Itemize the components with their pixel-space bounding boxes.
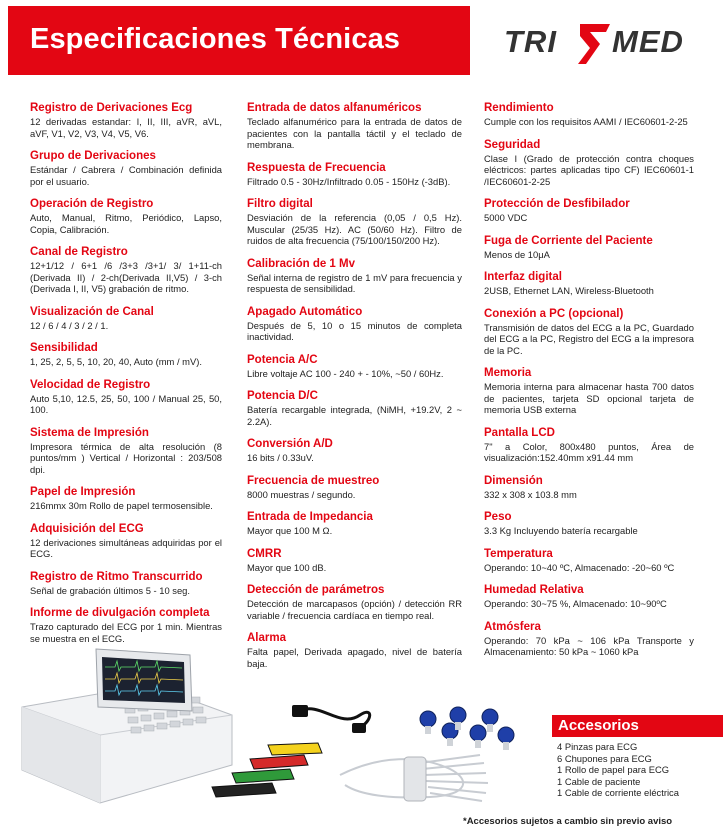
footnote: *Accesorios sujetos a cambio sin previo aviso bbox=[463, 816, 673, 827]
spec-block bbox=[247, 438, 462, 464]
spec-title: Apagado Automático bbox=[247, 305, 363, 318]
spec-title: Registro de Derivaciones Ecg bbox=[30, 102, 193, 114]
patient-cable-image bbox=[340, 755, 488, 801]
spec-block bbox=[247, 354, 462, 380]
spec-block bbox=[247, 390, 462, 427]
spec-text: Falta papel, Derivada apagado, nivel de batería baja. bbox=[247, 646, 462, 669]
spec-text: Mayor que 100 M Ω. bbox=[247, 525, 333, 536]
spec-block bbox=[484, 584, 694, 610]
spec-text: Teclado alfanumérico para la entrada de datos de pacientes con la pantalla táctil y el teclado de membrana. bbox=[247, 116, 462, 150]
ecg-device-image bbox=[22, 649, 232, 803]
spec-block bbox=[247, 102, 462, 151]
spec-title: Canal de Registro bbox=[30, 246, 128, 258]
spec-title: Peso bbox=[484, 511, 512, 523]
spec-text: Trazo capturado del ECG por 1 min. Mientras se muestra en el ECG. bbox=[30, 621, 222, 644]
spec-title: Velocidad de Registro bbox=[30, 378, 151, 391]
spec-block bbox=[30, 486, 222, 512]
spec-text: Transmisión de datos del ECG a la PC, Guardado del ECG a la PC, Registro del ECG a la impresora de la PC. bbox=[484, 321, 694, 356]
spec-title: Registro de Ritmo Transcurrido bbox=[30, 570, 203, 583]
ecg-suction-electrodes-image bbox=[420, 707, 514, 750]
spec-title: Sistema de Impresión bbox=[30, 426, 149, 439]
spec-text: Estándar / Cabrera / Combinación definida por el usuario. bbox=[30, 164, 222, 187]
brand-logo bbox=[500, 22, 700, 68]
spec-title: Atmósfera bbox=[484, 620, 541, 633]
spec-title: Fuga de Corriente del Paciente bbox=[484, 234, 653, 247]
spec-text: Auto 5,10, 12.5, 25, 50, 100 / Manual 25, 50, 100. bbox=[30, 392, 222, 415]
spec-block bbox=[30, 150, 222, 187]
spec-text: Señal interna de registro de 1 mV para frecuencia y respuesta de sensibilidad. bbox=[247, 271, 462, 294]
spec-text: Memoria interna para almacenar hasta 700 datos de pacientes, tarjeta SD opcional tarjeta de memoria USB externa bbox=[484, 381, 694, 415]
spec-title: Conversión A/D bbox=[247, 438, 333, 450]
spec-column-1 bbox=[30, 102, 222, 655]
spec-block bbox=[247, 306, 462, 343]
spec-title: Conexión a PC (opcional) bbox=[484, 307, 624, 320]
spec-title: Entrada de datos alfanuméricos bbox=[247, 102, 422, 114]
spec-text: 12 derivadas estandar: I, II, III, aVR, aVL, aVF, V1, V2, V3, V4, V5, V6. bbox=[30, 116, 222, 139]
spec-text: Menos de 10μA bbox=[484, 248, 550, 260]
spec-block bbox=[247, 198, 462, 247]
product-photo-area bbox=[0, 645, 555, 815]
spec-title: Detección de parámetros bbox=[247, 584, 385, 596]
spec-title: Potencia D/C bbox=[247, 390, 318, 402]
spec-block bbox=[247, 584, 462, 621]
spec-block bbox=[247, 162, 462, 188]
accessory-item: 1 Rollo de papel para ECG bbox=[557, 764, 670, 776]
spec-text: Mayor que 100 dB. bbox=[247, 561, 327, 573]
header-banner bbox=[8, 6, 470, 75]
spec-text: Clase I (Grado de protección contra choques eléctricos: partes aplicadas tipo CF) IEC60601-1 /IEC60601-2-25 bbox=[484, 152, 694, 187]
spec-block bbox=[30, 342, 222, 368]
spec-title: Informe de divulgación completa bbox=[30, 607, 210, 619]
spec-block bbox=[484, 475, 694, 501]
spec-column-3 bbox=[484, 102, 694, 669]
accessories-title: Accesorios bbox=[558, 717, 639, 734]
spec-title: Humedad Relativa bbox=[484, 584, 584, 596]
spec-block bbox=[30, 246, 222, 295]
spec-block bbox=[30, 571, 222, 597]
spec-title: Respuesta de Frecuencia bbox=[247, 161, 386, 174]
spec-block bbox=[484, 367, 694, 416]
spec-text: Señal de grabación últimos 5 - 10 seg. bbox=[30, 584, 190, 596]
accessories-list bbox=[557, 741, 717, 799]
spec-block bbox=[247, 258, 462, 295]
spec-text: 3.3 Kg Incluyendo batería recargable bbox=[484, 525, 638, 536]
spec-block bbox=[247, 548, 462, 574]
page-title: Especificaciones Técnicas bbox=[30, 23, 401, 55]
spec-text: 5000 VDC bbox=[484, 212, 528, 223]
spec-title: Visualización de Canal bbox=[30, 305, 154, 318]
spec-title: Grupo de Derivaciones bbox=[30, 150, 156, 162]
ecg-screen-image bbox=[96, 649, 192, 711]
spec-title: Calibración de 1 Mv bbox=[247, 257, 356, 270]
spec-block bbox=[484, 427, 694, 464]
spec-title: Dimensión bbox=[484, 474, 543, 487]
spec-text: 12+1/12 / 6+1 /6 /3+3 /3+1/ 3/ 1+11-ch (Derivada II) / 2-ch(Derivada II,V5) / 3-ch (Derivada I, II, V5) grabación de ritmo. bbox=[30, 260, 222, 294]
spec-title: Adquisición del ECG bbox=[30, 522, 144, 535]
spec-block bbox=[30, 102, 222, 139]
spec-block bbox=[484, 139, 694, 188]
spec-title: Operación de Registro bbox=[30, 198, 154, 210]
spec-text: 332 x 308 x 103.8 mm bbox=[484, 488, 577, 500]
spec-title: Seguridad bbox=[484, 138, 541, 151]
spec-block bbox=[30, 198, 222, 235]
spec-text: 12 derivaciones simultáneas adquiridas por el ECG. bbox=[30, 536, 222, 559]
spec-text: Batería recargable integrada, (NiMH, +19.2V, 2 ~ 2.2A). bbox=[247, 404, 462, 427]
spec-block bbox=[30, 427, 222, 476]
spec-title: Memoria bbox=[484, 367, 532, 379]
spec-title: Interfaz digital bbox=[484, 271, 562, 283]
spec-block bbox=[484, 548, 694, 574]
spec-text: Operando: 70 kPa ~ 106 kPa Transporte y Almacenamiento: 50 kPa ~ 1060 kPa bbox=[484, 634, 694, 657]
spec-block bbox=[484, 271, 694, 297]
spec-text: 216mmx 30m Rollo de papel termosensible. bbox=[30, 500, 213, 511]
spec-title: CMRR bbox=[247, 547, 282, 560]
spec-title: Protección de Desfibilador bbox=[484, 198, 630, 210]
spec-title: Entrada de Impedancia bbox=[247, 511, 373, 523]
spec-title: Rendimiento bbox=[484, 102, 554, 114]
spec-title: Pantalla LCD bbox=[484, 426, 555, 439]
spec-block bbox=[30, 306, 222, 332]
spec-title: Frecuencia de muestreo bbox=[247, 474, 380, 487]
spec-block bbox=[247, 475, 462, 501]
spec-text: 2USB, Ethernet LAN, Wireless-Bluetooth bbox=[484, 285, 654, 296]
logo-s-mark-icon bbox=[576, 22, 614, 66]
spec-text: 7" a Color, 800x480 puntos, Área de visualización:152.40mm x91.44 mm bbox=[484, 440, 694, 463]
accessory-item: 1 Cable de paciente bbox=[557, 775, 641, 787]
spec-column-2 bbox=[247, 102, 462, 680]
spec-block bbox=[484, 198, 694, 224]
spec-text: Operando: 30~75 %, Almacenado: 10~90ºC bbox=[484, 598, 667, 609]
logo-text-med: MED bbox=[612, 24, 684, 59]
spec-block bbox=[247, 511, 462, 537]
spec-title: Filtro digital bbox=[247, 198, 313, 210]
spec-block bbox=[484, 102, 694, 128]
accessory-item: 6 Chupones para ECG bbox=[557, 752, 652, 764]
spec-text: Filtrado 0.5 - 30Hz/Infiltrado 0.05 - 150Hz (-3dB). bbox=[247, 175, 451, 187]
spec-title: Sensibilidad bbox=[30, 342, 98, 354]
spec-text: 8000 muestras / segundo. bbox=[247, 488, 356, 500]
accessories-header bbox=[552, 715, 723, 737]
spec-block bbox=[30, 379, 222, 416]
spec-block bbox=[30, 523, 222, 560]
power-cable-image bbox=[292, 705, 370, 733]
spec-text: 16 bits / 0.33uV. bbox=[247, 452, 314, 463]
spec-text: 12 / 6 / 4 / 3 / 2 / 1. bbox=[30, 319, 109, 331]
spec-text: Auto, Manual, Ritmo, Periódico, Lapso, Copia, Calibración. bbox=[30, 212, 222, 235]
spec-text: Detección de marcapasos (opción) / detección RR variable / frecuencia cardíaca en tiempo real. bbox=[247, 598, 462, 621]
spec-block bbox=[484, 235, 694, 261]
spec-block bbox=[484, 308, 694, 357]
logo-text-tri: TRI bbox=[504, 24, 557, 59]
accessory-item: 1 Cable de corriente eléctrica bbox=[557, 787, 679, 799]
spec-block bbox=[484, 511, 694, 537]
spec-text: Cumple con los requisitos AAMI / IEC60601-2-25 bbox=[484, 116, 688, 127]
spec-block bbox=[30, 607, 222, 644]
spec-title: Temperatura bbox=[484, 547, 553, 560]
spec-text: Desviación de la referencia (0,05 / 0,5 Hz). Muscular (25/35 Hz). AC (50/60 Hz). Filtro de ruidos de alta frecuencia (75/100/150/200 Hz). bbox=[247, 212, 462, 246]
spec-text: Libre voltaje AC 100 - 240 + - 10%, ~50 / 60Hz. bbox=[247, 367, 444, 379]
spec-title: Papel de Impresión bbox=[30, 486, 136, 498]
spec-title: Potencia A/C bbox=[247, 353, 318, 366]
spec-text: Impresora térmica de alta resolución (8 puntos/mm ) Vertical / Horizontal : 203/508 dpi. bbox=[30, 440, 222, 475]
spec-title: Alarma bbox=[247, 632, 286, 644]
spec-text: Operando: 10~40 ºC, Almacenado: -20~60 ºC bbox=[484, 561, 675, 573]
spec-text: 1, 25, 2, 5, 5, 10, 20, 40, Auto (mm / mV). bbox=[30, 356, 202, 367]
accessory-item: 4 Pinzas para ECG bbox=[557, 741, 638, 752]
spec-text: Después de 5, 10 o 15 minutos de completa inactividad. bbox=[247, 319, 462, 342]
